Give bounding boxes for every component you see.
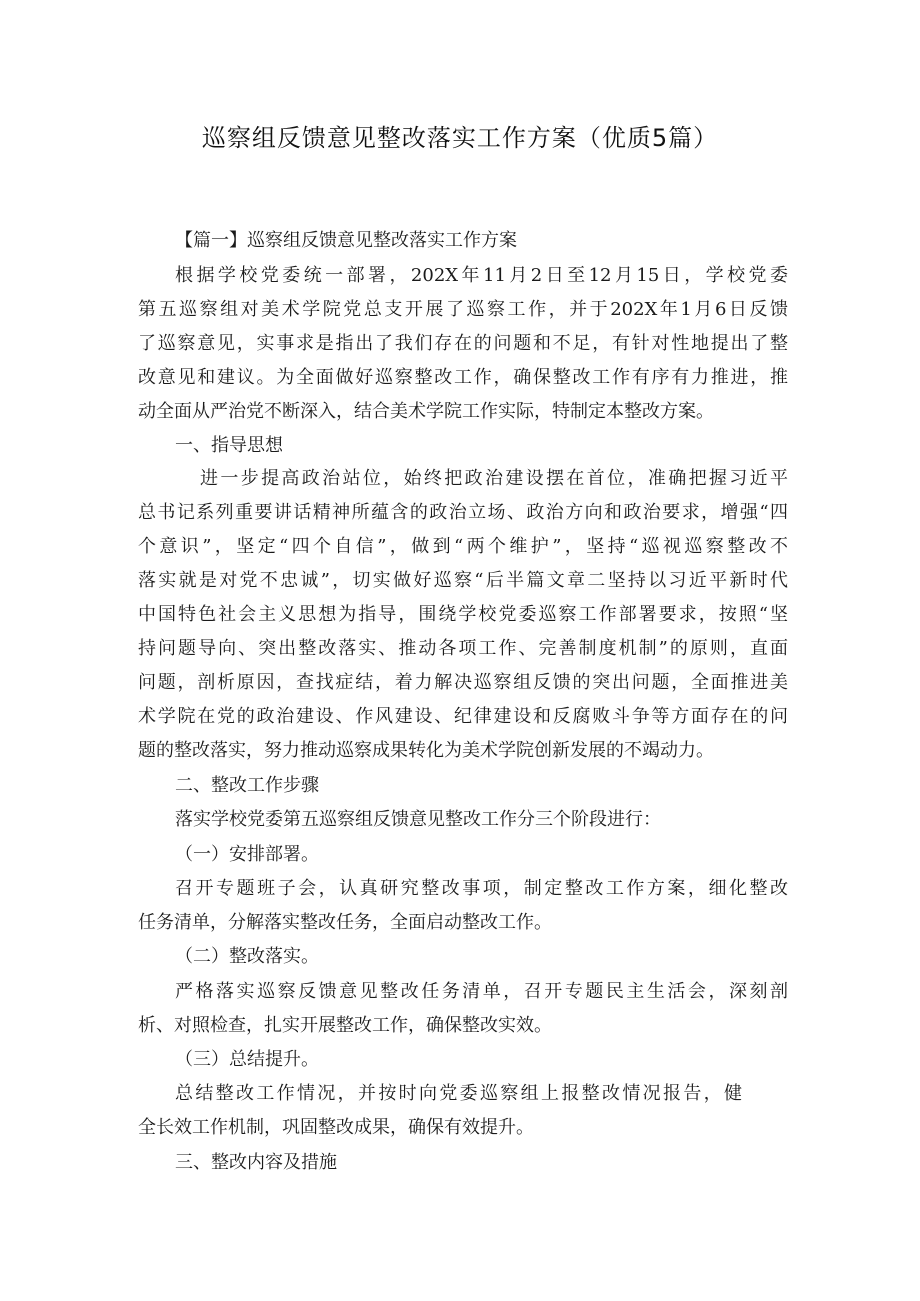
paragraph-line: 落实就是对党不忠诚”，切实做好巡察“后半篇文章二坚持以习近平新时代: [138, 570, 788, 591]
paragraph-line: 题的整改落实，努力推动巡察成果转化为美术学院创新发展的不竭动力。: [138, 740, 714, 761]
paragraph-line: 落实学校党委第五巡察组反馈意见整改工作分三个阶段进行：: [175, 809, 661, 830]
paragraph-line: 持问题导向、突出整改落实、推动各项工作、完善制度机制”的原则，直面: [138, 638, 788, 659]
paragraph-line: 根据学校党委统一部署，202X年11月2日至12月15日，学校党委: [175, 265, 788, 286]
paragraph-line: 第五巡察组对美术学院党总支开展了巡察工作，并于202X年1月6日反馈: [138, 299, 788, 320]
subsection-heading: （一）安排部署。: [175, 844, 319, 865]
subsection-heading: （二）整改落实。: [175, 946, 319, 967]
paragraph-line: 析、对照检查，扎实开展整改工作，确保整改实效。: [138, 1015, 552, 1036]
section-heading: 二、整改工作步骤: [175, 775, 319, 796]
paragraph-line: 中国特色社会主义思想为指导，围绕学校党委巡察工作部署要求，按照“坚: [138, 604, 788, 625]
paragraph-line: 总书记系列重要讲话精神所蕴含的政治立场、政治方向和政治要求，增强“四: [138, 502, 788, 523]
paragraph-line: 动全面从严治党不断深入，结合美术学院工作实际，特制定本整改方案。: [138, 401, 714, 422]
paragraph-line: 进一步提高政治站位，始终把政治建设摆在首位，准确把握习近平: [200, 468, 788, 489]
subsection-heading: （三）总结提升。: [175, 1049, 319, 1070]
paragraph-line: 个意识”，坚定“四个自信”，做到“两个维护”，坚持“巡视巡察整改不: [138, 536, 788, 557]
paragraph-line: 严格落实巡察反馈意见整改任务清单，召开专题民主生活会，深刻剖: [175, 981, 788, 1002]
paragraph-line: 总结整改工作情况，并按时向党委巡察组上报整改情况报告，健: [175, 1083, 742, 1104]
paragraph-line: 了巡察意见，实事求是指出了我们存在的问题和不足，有针对性地提出了整: [138, 333, 788, 354]
paragraph-line: 改意见和建议。为全面做好巡察整改工作，确保整改工作有序有力推进，推: [138, 367, 788, 388]
document-title: 巡察组反馈意见整改落实工作方案（优质5篇）: [201, 124, 719, 152]
paragraph-line: 任务清单，分解落实整改任务，全面启动整改工作。: [138, 912, 552, 933]
paragraph-line: 术学院在党的政治建设、作风建设、纪律建设和反腐败斗争等方面存在的问: [138, 706, 788, 727]
section-heading: 【篇一】巡察组反馈意见整改落实工作方案: [175, 230, 517, 251]
paragraph-line: 问题，剖析原因，查找症结，着力解决巡察组反馈的突出问题，全面推进美: [138, 672, 788, 693]
paragraph-line: 召开专题班子会，认真研究整改事项，制定整改工作方案，细化整改: [175, 878, 788, 899]
section-heading: 三、整改内容及措施: [175, 1152, 337, 1173]
section-heading: 一、指导思想: [175, 435, 283, 456]
paragraph-line: 全长效工作机制，巩固整改成果，确保有效提升。: [138, 1117, 534, 1138]
